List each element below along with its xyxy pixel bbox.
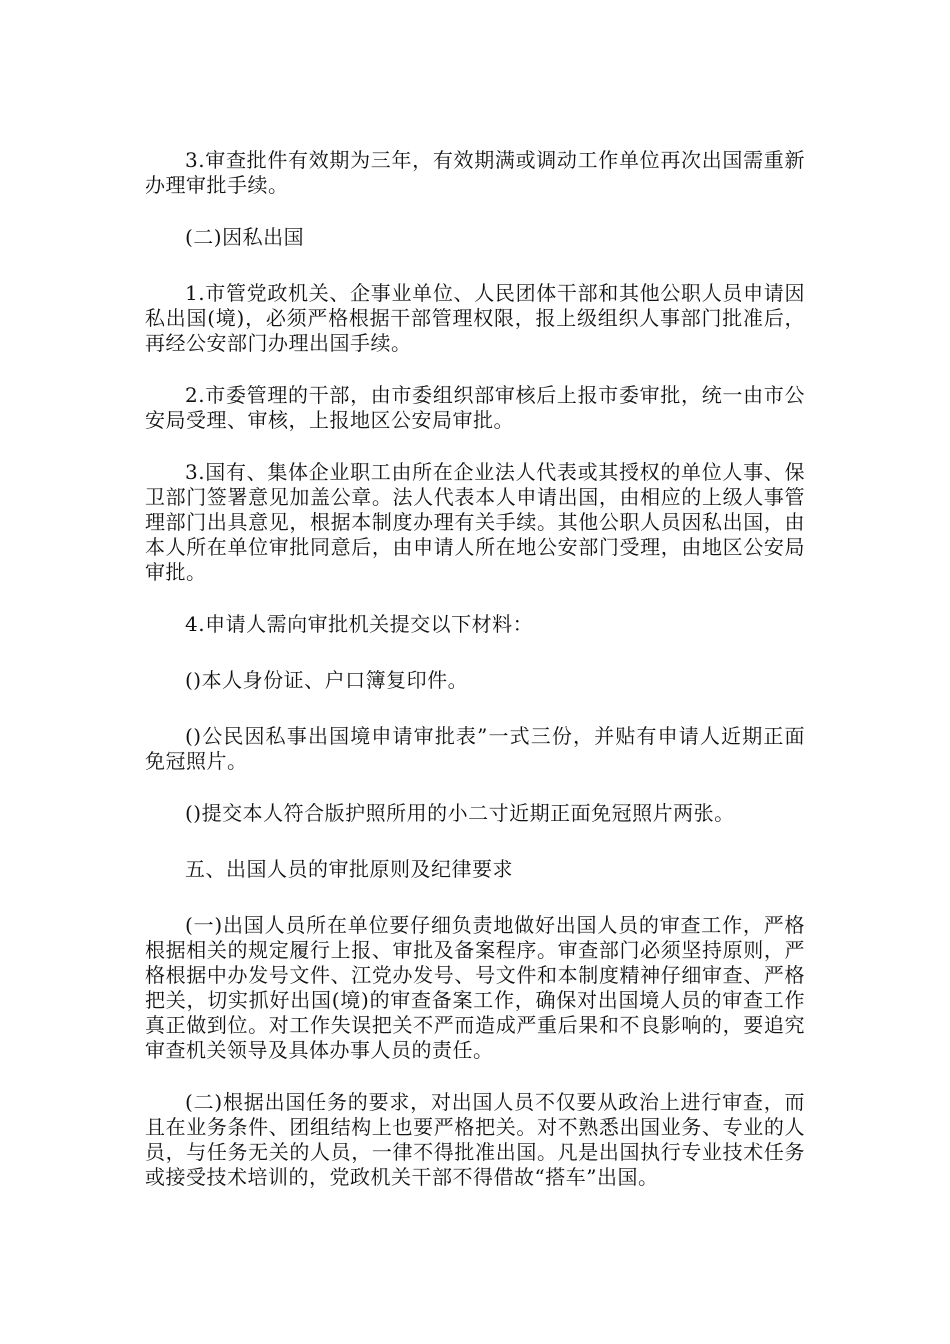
paragraph-principle-2: (二)根据出国任务的要求，对出国人员不仅要从政治上进行审查，而且在业务条件、团组结构上也要严格把关。对不熟悉出国业务、专业的人员，与任务无关的人员，一律不得批准出国。凡是出国执行专业技术任务或接受技术培训的，党政机关干部不得借故“搭车”出国。 bbox=[145, 1090, 805, 1189]
paragraph-private-item-2: 2.市委管理的干部，由市委组织部审核后上报市委审批，统一由市公安局受理、审核，上报地区公安局审批。 bbox=[145, 383, 805, 432]
paragraph-private-item-3: 3.国有、集体企业职工由所在企业法人代表或其授权的单位人事、保卫部门签署意见加盖公章。法人代表本人申请出国，由相应的上级人事管理部门出具意见，根据本制度办理有关手续。其他公职人员因私出国，由本人所在单位审批同意后，由申请人所在地公安部门受理，由地区公安局审批。 bbox=[145, 460, 805, 584]
paragraph-approval-validity: 3.审查批件有效期为三年，有效期满或调动工作单位再次出国需重新办理审批手续。 bbox=[145, 148, 805, 197]
paragraph-private-item-1: 1.市管党政机关、企事业单位、人民团体干部和其他公职人员申请因私出国(境)，必须严格根据干部管理权限，报上级组织人事部门批准后，再经公安部门办理出国手续。 bbox=[145, 281, 805, 355]
list-item-passport-photos: ()提交本人符合版护照所用的小二寸近期正面免冠照片两张。 bbox=[185, 801, 735, 825]
paragraph-principle-1: (一)出国人员所在单位要仔细负责地做好出国人员的审查工作，严格根据相关的规定履行上报、审批及备案程序。审查部门必须坚持原则，严格根据中办发号文件、江党办发号、号文件和本制度精神仔细审查、严格把关，切实抓好出国(境)的审查备案工作，确保对出国境人员的审查工作真正做到位。对工作失误把关不严而造成严重后果和不良影响的，要追究审查机关领导及具体办事人员的责任。 bbox=[145, 913, 805, 1062]
document-body bbox=[145, 148, 805, 1217]
section-heading-principles: 五、出国人员的审批原则及纪律要求 bbox=[185, 857, 513, 881]
list-item-application-form: ()公民因私事出国境申请审批表”一式三份，并贴有申请人近期正面免冠照片。 bbox=[145, 724, 805, 773]
paragraph-private-item-4: 4.申请人需向审批机关提交以下材料： bbox=[185, 612, 534, 636]
section-heading-private-travel: (二)因私出国 bbox=[185, 225, 305, 249]
list-item-id-card: ()本人身份证、户口簿复印件。 bbox=[185, 668, 469, 692]
